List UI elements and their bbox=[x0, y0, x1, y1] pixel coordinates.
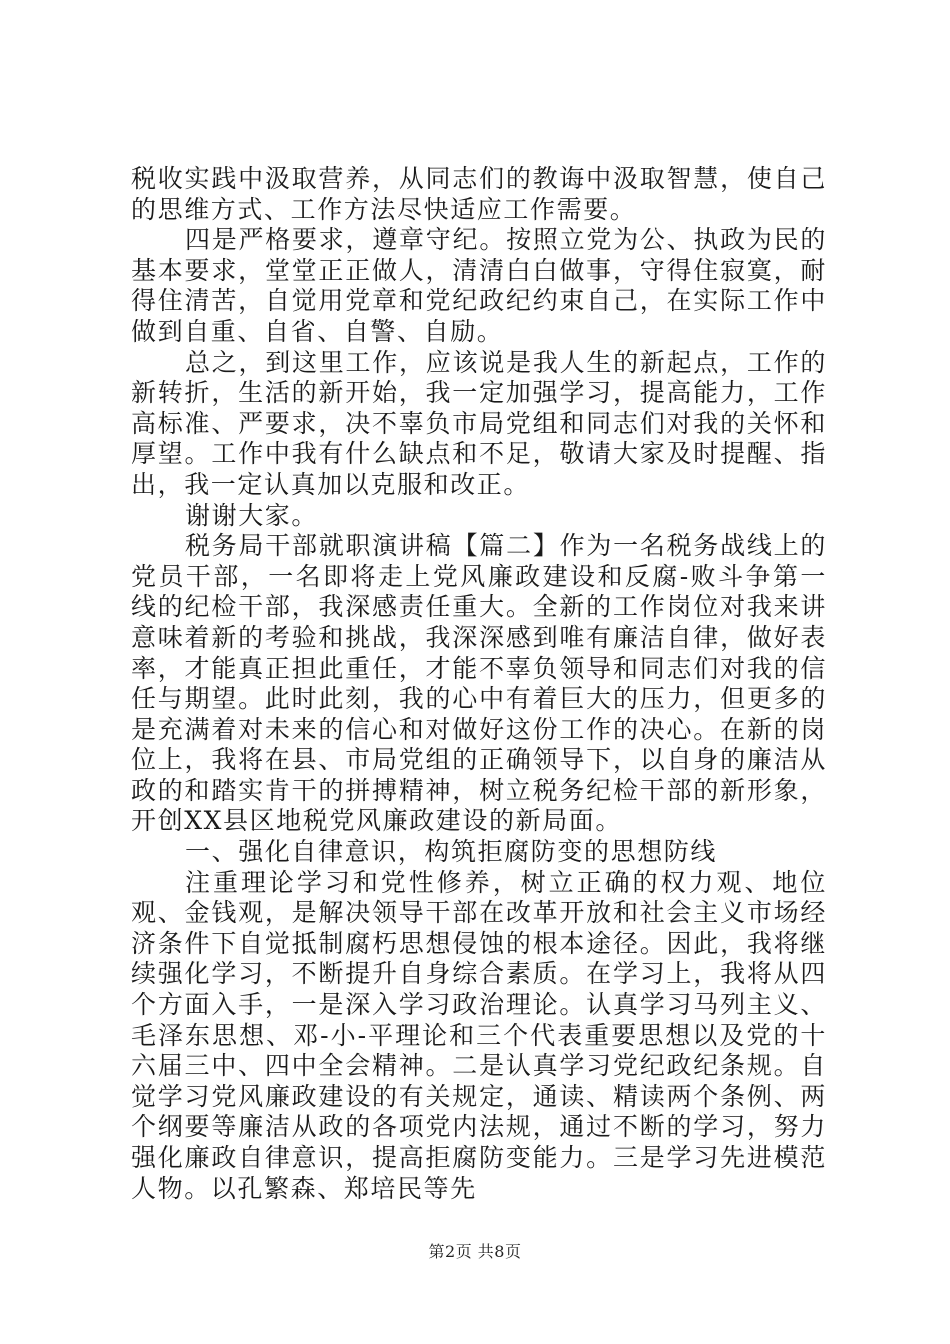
paragraph-summary: 总之，到这里工作，应该说是我人生的新起点，工作的新转折，生活的新开始，我一定加强学习，提高能力，工作高标准、严要求，决不辜负市局党组和同志们对我的关怀和厚望。工作中我有什么缺点和不足，敬请大家及时提醒、指出，我一定认真加以克服和改正。 bbox=[131, 347, 827, 499]
paragraph-continuation: 税收实践中汲取营养，从同志们的教诲中汲取智慧，使自己的思维方式、工作方法尽快适应工作需要。 bbox=[131, 164, 827, 224]
page-number-footer: 第2页 共8页 bbox=[428, 1242, 522, 1261]
paragraph-study: 注重理论学习和党性修养，树立正确的权力观、地位观、金钱观，是解决领导干部在改革开放和社会主义市场经济条件下自觉抵制腐朽思想侵蚀的根本途径。因此，我将继续强化学习，不断提升自身综合素质。在学习上，我将从四个方面入手，一是深入学习政治理论。认真学习马列主义、毛泽东思想、邓-小-平理论和三个代表重要思想以及党的十六届三中、四中全会精神。二是认真学习党纪政纪条规。自觉学习党风廉政建设的有关规定，通读、精读两个条例、两个纲要等廉洁从政的各项党内法规，通过不断的学习，努力强化廉政自律意识，提高拒腐防变能力。三是学习先进模范人物。以孔繁森、郑培民等先 bbox=[131, 867, 827, 1203]
section-heading: 一、强化自律意识，构筑拒腐防变的思想防线 bbox=[185, 837, 718, 867]
paragraph-point-four: 四是严格要求，遵章守纪。按照立党为公、执政为民的基本要求，堂堂正正做人，清清白白做事，守得住寂寞，耐得住清苦，自觉用党章和党纪政纪约束自己，在实际工作中做到自重、自省、自警、自励。 bbox=[131, 225, 827, 346]
paragraph-speech-two-intro: 税务局干部就职演讲稿【篇二】作为一名税务战线上的党员干部，一名即将走上党风廉政建设和反腐-败斗争第一线的纪检干部，我深感责任重大。全新的工作岗位对我来讲意味着新的考验和挑战，我深深感到唯有廉洁自律，做好表率，才能真正担此重任，才能不辜负领导和同志们对我的信任与期望。此时此刻，我的心中有着巨大的压力，但更多的是充满着对未来的信心和对做好这份工作的决心。在新的岗位上，我将在县、市局党组的正确领导下，以自身的廉洁从政的和踏实肯干的拼搏精神，树立税务纪检干部的新形象，开创XX县区地税党风廉政建设的新局面。 bbox=[131, 531, 827, 836]
document-body bbox=[131, 164, 827, 1204]
paragraph-thanks: 谢谢大家。 bbox=[185, 500, 319, 530]
